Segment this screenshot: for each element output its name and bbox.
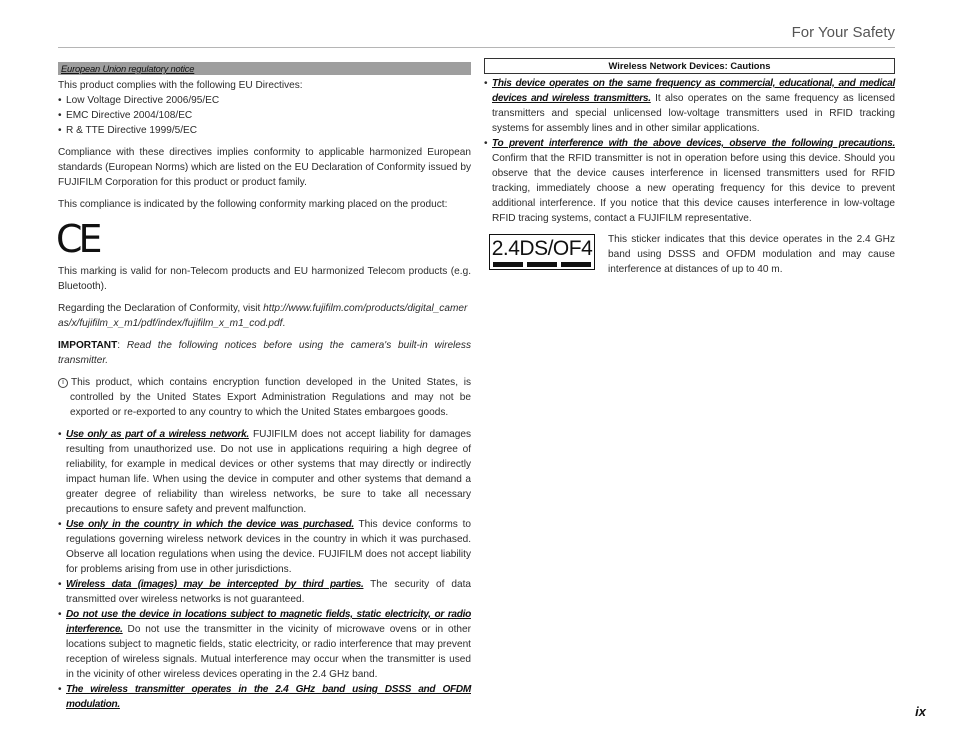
wireless-bullet: • Do not use the device in locations subject to magnetic fields, static electricity, or radio interference. Do not use the transmitter in the vicinity of microwave ovens or in other locations subject to magnetic fields, static electricity, or radio interference that may prevent reception of wireless signals. Mutual interference may occur when the transmitter is used in the vicinity of other wireless devices operating in the 2.4 GHz band.: [58, 609, 471, 680]
bullet-heading: Wireless data (images) may be intercepted by third parties.: [66, 579, 364, 590]
directive-item: • R & TTE Directive 1999/5/EC: [58, 125, 198, 136]
bullet-text: It also operates on the same frequency as licensed transmitters and special unlicensed low-voltage transmitters used in RFID tracking systems for assembly lines and in other similar applications.: [492, 93, 896, 134]
wireless-bullet: • Use only in the country in which the device was purchased. This device conforms to regulations governing wireless network devices in the country in which it was purchased. Observe all location regulations when using the device. FUJIFILM does not accept liability for problems arising from use in other jurisdictions.: [58, 519, 471, 575]
important-label: IMPORTANT: [58, 340, 118, 351]
info-note-icon: i: [58, 378, 68, 388]
export-note-text: This product, which contains encryption function developed in the United States, is controlled by the United States Export Administration Regulations and may not be exported or re-exported to any country to which the United States embargoes goods.: [70, 377, 471, 418]
sticker-description: This sticker indicates that this device operates in the 2.4 GHz band using DSSS and OFDM modulation and may cause interference at distances of up to 40 m.: [608, 234, 895, 275]
wireless-bullet: • Wireless data (images) may be intercepted by third parties. The security of data transmitted over wireless networks is not guaranteed.: [58, 579, 471, 605]
bullet-heading: Use only as part of a wireless network.: [66, 429, 249, 440]
bullet-heading: This device operates on the same frequency as commercial, educational, and medical devices and wireless transmitters.: [492, 78, 895, 104]
bullet-heading: The wireless transmitter operates in the 2.4 GHz band using DSSS and OFDM modulation.: [66, 684, 471, 710]
bullet-text: The security of data transmitted over wireless networks is not guaranteed.: [66, 579, 471, 605]
frequency-sticker: [489, 234, 595, 270]
caution-bullet: • To prevent interference with the above devices, observe the following precautions. Confirm that the RFID transmitter is not in operation before using this device. Should you observe that the device causes interference in licensed transmitters used for RFID tracking, immediately choose a new operating frequency for this device to prevent additional interference. If you notice that this device causes interference in low-voltage RFID tracing systems, contact a FUJIFILM representative.: [484, 138, 895, 224]
declaration-url-link[interactable]: http://www.fujifilm.com/products/digital_cameras/x/fujifilm_x_m1/pdf/index/fujifilm_x_m1_cod.pdf: [58, 303, 468, 329]
sticker-bar-segment: [527, 262, 557, 267]
sticker-bar-segment: [493, 262, 523, 267]
directive-text: R & TTE Directive 1999/5/EC: [66, 125, 198, 136]
directive-text: Low Voltage Directive 2006/95/EC: [66, 95, 220, 106]
cautions-box-title: Wireless Network Devices: Cautions: [484, 58, 895, 74]
important-text: Read the following notices before using the camera's built-in wireless transmitter.: [58, 340, 472, 366]
ce-mark: CE: [56, 217, 99, 261]
sticker-block: [484, 232, 895, 282]
sticker-bar-segment: [561, 262, 591, 267]
page-number: ix: [915, 704, 926, 719]
running-header-title: For Your Safety: [791, 24, 895, 41]
bullet-text: Do not use the transmitter in the vicinity of microwave ovens or in other locations subject to magnetic fields, static electricity, or radio interference that may prevent reception of wireless signals. Mutual interference may occur when the transmitter is used in the vicinity of other wireless devices operating in the 2.4 GHz band.: [66, 624, 471, 680]
marking-valid-paragraph: This marking is valid for non-Telecom products and EU harmonized Telecom products (e.g. Bluetooth).: [58, 266, 471, 292]
directive-text: EMC Directive 2004/108/EC: [66, 110, 193, 121]
bullet-heading: Use only in the country in which the device was purchased.: [66, 519, 354, 530]
section-heading-eu-notice: European Union regulatory notice: [58, 62, 471, 75]
wireless-bullet: • Use only as part of a wireless network. FUJIFILM does not accept liability for damages resulting from unauthorized use. Do not use in applications requiring a high degree of reliability, for example in medical devices or other systems that may directly or indirectly impact human life. When using the device in computer and other systems that demand a greater degree of reliability than wireless networks, be sure to take all necessary precautions to ensure safety and prevent malfunction.: [58, 429, 472, 515]
declaration-suffix: .: [282, 318, 286, 329]
bullet-text: This device conforms to regulations governing wireless network devices in the country in which it was purchased. Observe all location regulations when using the device. FUJIFILM does not accept liability for problems arising from use in other jurisdictions.: [66, 519, 471, 575]
important-sep: :: [117, 340, 127, 351]
conformity-marking-paragraph: This compliance is indicated by the following conformity marking placed on the product:: [58, 199, 448, 210]
declaration-prefix: Regarding the Declaration of Conformity, visit: [58, 303, 264, 314]
directives-intro: This product complies with the following EU Directives:: [58, 80, 303, 91]
header-rule: [58, 47, 895, 48]
directive-item: • Low Voltage Directive 2006/95/EC: [58, 95, 220, 106]
left-column: [58, 62, 471, 712]
bullet-heading: To prevent interference with the above devices, observe the following precautions.: [492, 138, 895, 149]
compliance-paragraph: Compliance with these directives implies conformity to applicable harmonized European standards (European Norms) which are listed on the EU Declaration of Conformity issued by FUJIFILM Corporation for this product or product family.: [58, 147, 471, 188]
important-paragraph: [58, 338, 471, 368]
export-note: [58, 375, 471, 420]
wireless-bullet: • The wireless transmitter operates in the 2.4 GHz band using DSSS and OFDM modulation.: [58, 684, 471, 710]
sticker-label: 2.4DS/OF4: [491, 237, 593, 260]
declaration-paragraph: [58, 301, 471, 331]
caution-bullet: • This device operates on the same frequency as commercial, educational, and medical devices and wireless transmitters. It also operates on the same frequency as licensed transmitters and special unlicensed low-voltage transmitters used in RFID tracking systems for assembly lines and in other similar applications.: [484, 78, 896, 134]
bullet-text: Confirm that the RFID transmitter is not in operation before using this device. Should you observe that the device causes interference in licensed transmitters used for RFID tracking, immediately choose a new operating frequency for this device to prevent additional interference. If you notice that this device causes interference in low-voltage RFID tracing systems, contact a FUJIFILM representative.: [492, 153, 895, 224]
right-column: [484, 58, 895, 282]
bullet-heading: Do not use the device in locations subject to magnetic fields, static electricity, or radio interference.: [66, 609, 471, 635]
bullet-text: FUJIFILM does not accept liability for damages resulting from unauthorized use. Do not use in applications requiring a high degree of reliability, for example in medical devices or other systems that may directly or indirectly impact human life. When using the device in computer and other systems that demand a greater degree of reliability than wireless networks, be sure to take all necessary precautions to ensure safety and prevent malfunction.: [66, 429, 472, 515]
directive-item: • EMC Directive 2004/108/EC: [58, 110, 193, 121]
